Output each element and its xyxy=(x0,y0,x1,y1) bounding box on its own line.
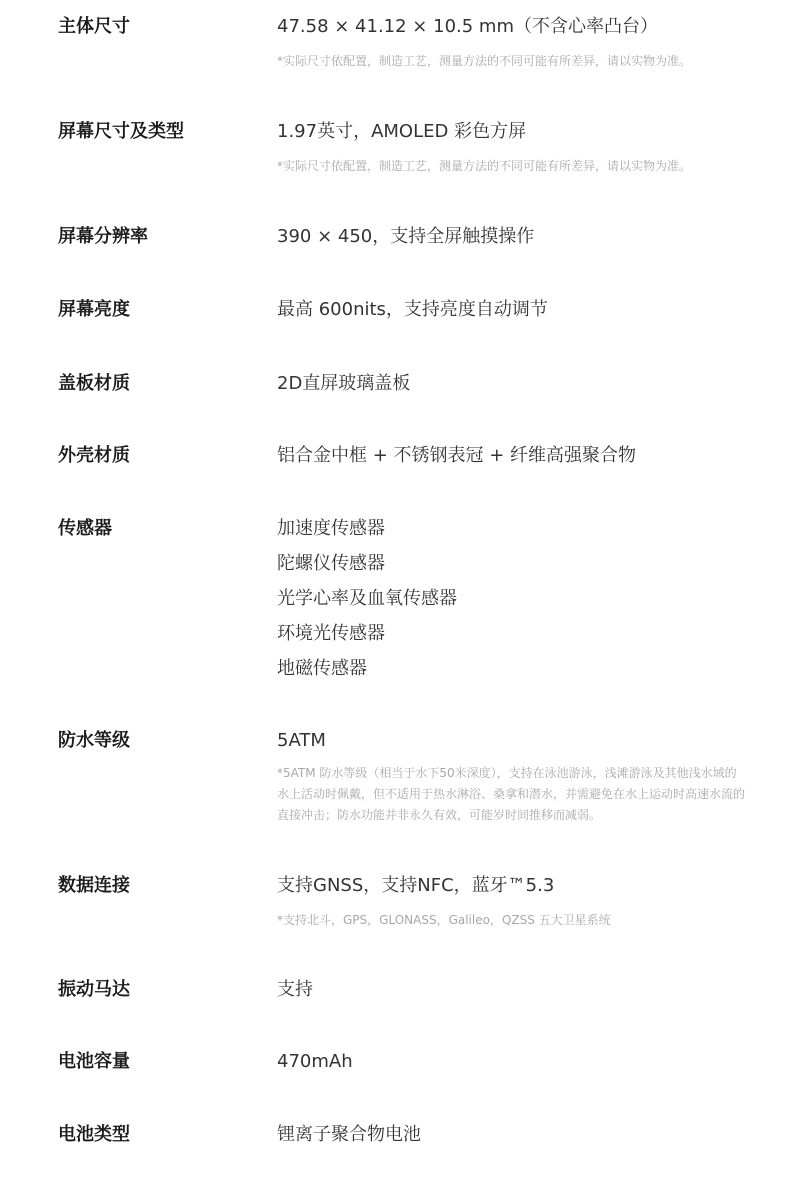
spec-value-group xyxy=(277,225,747,249)
spec-note: *5ATM 防水等级（相当于水下50米深度），支持在泳池游泳，浅滩游泳及其他浅水域的水上活动时佩戴，但不适用于热水淋浴、桑拿和潜水，并需避免在水上运动时高速水流的直接冲击；防水功能并非永久有效，可能岁时间推移而减弱。 xyxy=(277,766,746,822)
spec-label: 盖板材质 xyxy=(58,373,130,394)
list-item: 环境光传感器 xyxy=(277,623,385,644)
spec-label: 电池类型 xyxy=(58,1124,130,1145)
spec-note: *实际尺寸依配置，制造工艺，测量方法的不同可能有所差异，请以实物为准。 xyxy=(277,54,692,68)
spec-value: 最高 600nits，支持亮度自动调节 xyxy=(277,299,548,320)
spec-value: 47.58 × 41.12 × 10.5 mm（不含心率凸台） xyxy=(277,16,658,37)
spec-value: 470mAh xyxy=(277,1051,353,1072)
spec-value-group xyxy=(277,978,747,1002)
spec-label: 屏幕亮度 xyxy=(58,299,130,320)
list-item: 光学心率及血氧传感器 xyxy=(277,588,457,609)
spec-label: 主体尺寸 xyxy=(58,16,130,37)
spec-value-group xyxy=(277,15,747,72)
spec-note: *支持北斗，GPS，GLONASS，Galileo，QZSS 五大卫星系统 xyxy=(277,913,611,927)
sensor-list xyxy=(277,511,747,686)
spec-value: 铝合金中框 + 不锈钢表冠 + 纤维高强聚合物 xyxy=(277,445,637,466)
spec-label: 外壳材质 xyxy=(58,445,130,466)
spec-value-group xyxy=(277,874,747,931)
spec-value: 5ATM xyxy=(277,730,326,751)
spec-value: 2D直屏玻璃盖板 xyxy=(277,373,411,394)
spec-label: 数据连接 xyxy=(58,875,130,896)
spec-value-group xyxy=(277,372,747,396)
spec-value: 390 × 450，支持全屏触摸操作 xyxy=(277,226,535,247)
spec-value-group xyxy=(277,1050,747,1074)
spec-value: 支持GNSS，支持NFC，蓝牙™5.3 xyxy=(277,875,555,896)
list-item: 加速度传感器 xyxy=(277,518,385,539)
spec-label: 振动马达 xyxy=(58,979,130,1000)
spec-value: 支持 xyxy=(277,979,313,1000)
spec-value-group xyxy=(277,729,747,826)
spec-label: 防水等级 xyxy=(58,730,130,751)
spec-value-group xyxy=(277,444,747,468)
spec-label: 电池容量 xyxy=(58,1051,130,1072)
spec-value-group xyxy=(277,298,747,322)
spec-label: 屏幕尺寸及类型 xyxy=(58,121,184,142)
spec-value: 锂离子聚合物电池 xyxy=(277,1124,421,1145)
spec-note: *实际尺寸依配置，制造工艺，测量方法的不同可能有所差异，请以实物为准。 xyxy=(277,159,692,173)
list-item: 地磁传感器 xyxy=(277,658,367,679)
spec-value: 1.97英寸，AMOLED 彩色方屏 xyxy=(277,121,527,142)
spec-value-group xyxy=(277,1123,747,1147)
list-item: 陀螺仪传感器 xyxy=(277,553,385,574)
spec-label: 传感器 xyxy=(58,518,112,539)
spec-label: 屏幕分辨率 xyxy=(58,226,148,247)
spec-value-group xyxy=(277,120,747,177)
